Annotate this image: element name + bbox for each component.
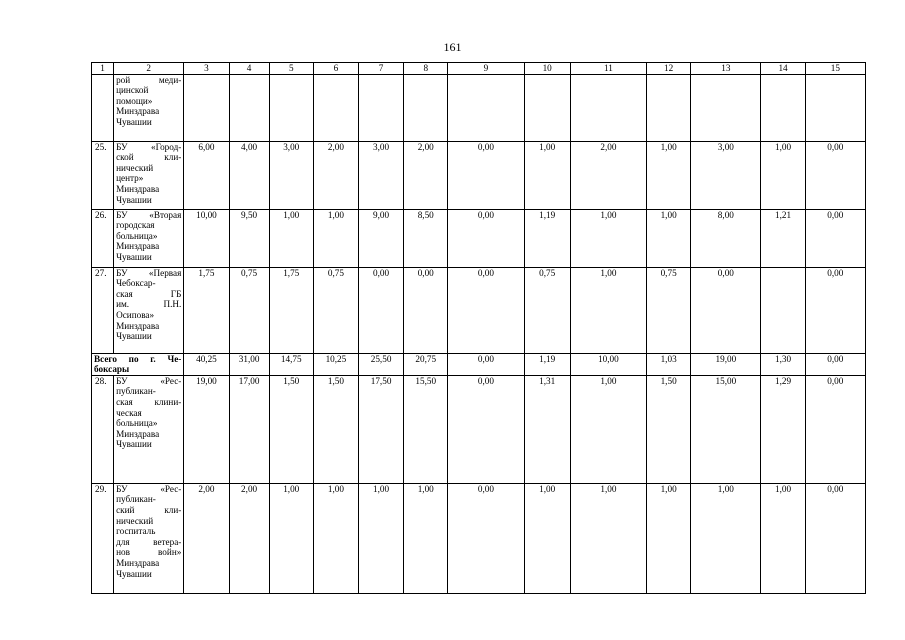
cell-value	[524, 74, 570, 141]
cell-value: 8,00	[691, 209, 761, 267]
cell-value: 0,00	[805, 375, 865, 483]
cell-value: 1,00	[269, 209, 313, 267]
cell-value: 1,00	[404, 483, 448, 593]
cell-value: 17,50	[358, 375, 403, 483]
cell-value: 1,50	[647, 375, 691, 483]
row-number: 26.	[92, 209, 114, 267]
cell-value: 1,00	[647, 209, 691, 267]
cell-value: 8,50	[404, 209, 448, 267]
cell-value	[647, 74, 691, 141]
row-label-line: больница»	[116, 230, 158, 241]
row-label-line: нический	[116, 162, 154, 173]
cell-value: 1,50	[313, 375, 358, 483]
column-header: 4	[229, 63, 269, 75]
cell-value: 0,00	[448, 375, 524, 483]
row-label-line: БУ «Рес-	[116, 375, 182, 386]
row-label-line: Осипова»	[116, 309, 155, 320]
cell-value: 20,75	[404, 353, 448, 375]
cell-value: 1,00	[570, 209, 646, 267]
row-label-line: рой меди-	[116, 74, 182, 85]
column-header: 13	[691, 63, 761, 75]
cell-value: 31,00	[229, 353, 269, 375]
row-label-line: Минздрава	[116, 428, 160, 439]
column-header: 5	[269, 63, 313, 75]
cell-value: 1,75	[269, 267, 313, 353]
row-label-line: цинской	[116, 85, 149, 96]
cell-value: 1,00	[313, 209, 358, 267]
cell-value: 17,00	[229, 375, 269, 483]
cell-value: 1,75	[184, 267, 229, 353]
row-number: 25.	[92, 141, 114, 209]
cell-value: 0,75	[647, 267, 691, 353]
row-label-line: для ветера-	[116, 536, 182, 547]
cell-value: 4,00	[229, 141, 269, 209]
cell-value: 1,00	[647, 141, 691, 209]
row-number: 27.	[92, 267, 114, 353]
cell-value	[805, 74, 865, 141]
cell-value: 0,75	[313, 267, 358, 353]
row-label-line: ческая	[116, 407, 142, 418]
row-label-line: Всего по г. Че-	[94, 353, 182, 364]
cell-value: 2,00	[229, 483, 269, 593]
column-header: 14	[761, 63, 805, 75]
cell-value	[229, 74, 269, 141]
cell-value	[269, 74, 313, 141]
cell-value: 0,00	[448, 209, 524, 267]
row-label-line: Чувашии	[116, 116, 152, 127]
cell-value: 10,00	[570, 353, 646, 375]
cell-value: 1,00	[761, 141, 805, 209]
cell-value: 1,03	[647, 353, 691, 375]
data-table	[91, 62, 866, 594]
cell-value: 0,00	[448, 141, 524, 209]
cell-value: 2,00	[404, 141, 448, 209]
cell-value: 1,00	[570, 375, 646, 483]
row-number	[92, 74, 114, 141]
row-label-line: Чебоксар-	[116, 278, 156, 289]
row-label	[114, 141, 184, 209]
cell-value: 1,19	[524, 353, 570, 375]
cell-value	[313, 74, 358, 141]
cell-value: 1,00	[761, 483, 805, 593]
table-row	[92, 141, 866, 209]
column-header: 9	[448, 63, 524, 75]
cell-value: 0,00	[805, 483, 865, 593]
table-row	[92, 267, 866, 353]
cell-value: 1,00	[313, 483, 358, 593]
cell-value: 0,00	[358, 267, 403, 353]
cell-value: 1,00	[524, 483, 570, 593]
cell-value: 2,00	[313, 141, 358, 209]
column-header: 12	[647, 63, 691, 75]
cell-value: 1,00	[570, 267, 646, 353]
row-label-line: Минздрава	[116, 320, 160, 331]
cell-value: 1,00	[358, 483, 403, 593]
cell-value: 0,00	[805, 141, 865, 209]
cell-value: 15,00	[691, 375, 761, 483]
row-label-line: Минздрава	[116, 241, 160, 252]
cell-value: 1,00	[524, 141, 570, 209]
row-label-line: им. П.Н.	[116, 299, 182, 310]
row-label-line: ская ГБ	[116, 288, 182, 299]
cell-value	[184, 74, 229, 141]
cell-value: 6,00	[184, 141, 229, 209]
cell-value: 3,00	[358, 141, 403, 209]
table-row	[92, 483, 866, 593]
cell-value	[448, 74, 524, 141]
row-label-line: боксары	[94, 364, 130, 375]
row-label-line: центр»	[116, 173, 144, 184]
cell-value: 0,00	[805, 353, 865, 375]
row-label-line: публикан-	[116, 494, 156, 505]
row-label	[114, 209, 184, 267]
cell-value: 40,25	[184, 353, 229, 375]
column-header: 6	[313, 63, 358, 75]
row-label-line: городская	[116, 220, 155, 231]
row-label-line: помощи»	[116, 95, 153, 106]
cell-value: 2,00	[570, 141, 646, 209]
cell-value: 0,75	[524, 267, 570, 353]
row-label-line: Минздрава	[116, 106, 160, 117]
cell-value: 2,00	[184, 483, 229, 593]
row-label-line: нический	[116, 515, 154, 526]
row-label-line: Чувашии	[116, 568, 152, 579]
row-label-line: БУ «Рес-	[116, 483, 182, 494]
column-header: 2	[114, 63, 184, 75]
cell-value: 1,31	[524, 375, 570, 483]
cell-value: 3,00	[691, 141, 761, 209]
cell-value: 0,00	[404, 267, 448, 353]
page-number: 161	[443, 40, 462, 54]
row-label-line: БУ «Город-	[116, 141, 182, 152]
cell-value: 10,25	[313, 353, 358, 375]
column-header: 8	[404, 63, 448, 75]
cell-value: 1,21	[761, 209, 805, 267]
row-label-line: Минздрава	[116, 183, 160, 194]
column-header: 3	[184, 63, 229, 75]
total-row	[92, 353, 866, 375]
cell-value: 1,50	[269, 375, 313, 483]
cell-value: 0,75	[229, 267, 269, 353]
cell-value	[761, 267, 805, 353]
row-label-line: ской кли-	[116, 152, 182, 163]
row-label	[114, 375, 184, 483]
cell-value: 1,30	[761, 353, 805, 375]
cell-value: 1,00	[570, 483, 646, 593]
row-label-line: ская клини-	[116, 396, 182, 407]
cell-value	[404, 74, 448, 141]
column-header: 15	[805, 63, 865, 75]
column-header: 10	[524, 63, 570, 75]
table-row	[92, 74, 866, 141]
row-label-line: публикан-	[116, 386, 156, 397]
cell-value: 0,00	[448, 483, 524, 593]
cell-value: 0,00	[448, 267, 524, 353]
cell-value: 19,00	[184, 375, 229, 483]
cell-value: 10,00	[184, 209, 229, 267]
row-label-line: больница»	[116, 418, 158, 429]
row-label	[92, 353, 184, 375]
row-label-line: Чувашии	[116, 331, 152, 342]
cell-value	[691, 74, 761, 141]
row-label-line: Чувашии	[116, 439, 152, 450]
cell-value: 0,00	[448, 353, 524, 375]
header-row	[92, 63, 866, 75]
cell-value: 9,50	[229, 209, 269, 267]
row-label-line: БУ «Первая	[116, 267, 182, 278]
row-number: 28.	[92, 375, 114, 483]
cell-value: 19,00	[691, 353, 761, 375]
cell-value: 0,00	[691, 267, 761, 353]
cell-value: 15,50	[404, 375, 448, 483]
row-label	[114, 267, 184, 353]
cell-value: 1,00	[647, 483, 691, 593]
column-header: 11	[570, 63, 646, 75]
cell-value: 1,00	[691, 483, 761, 593]
row-label-line: БУ «Вторая	[116, 209, 182, 220]
row-label	[114, 483, 184, 593]
cell-value	[761, 74, 805, 141]
cell-value	[358, 74, 403, 141]
table-row	[92, 375, 866, 483]
cell-value: 1,29	[761, 375, 805, 483]
column-header: 1	[92, 63, 114, 75]
row-label	[114, 74, 184, 141]
row-label-line: Чувашии	[116, 251, 152, 262]
column-header: 7	[358, 63, 403, 75]
table-row	[92, 209, 866, 267]
row-label-line: Чувашии	[116, 194, 152, 205]
row-label-line: ский кли-	[116, 504, 182, 515]
row-number: 29.	[92, 483, 114, 593]
cell-value: 0,00	[805, 209, 865, 267]
row-label-line: нов войн»	[116, 547, 182, 558]
row-label-line: госпиталь	[116, 526, 156, 537]
cell-value: 25,50	[358, 353, 403, 375]
cell-value: 0,00	[805, 267, 865, 353]
cell-value	[570, 74, 646, 141]
row-label-line: Минздрава	[116, 557, 160, 568]
cell-value: 9,00	[358, 209, 403, 267]
cell-value: 3,00	[269, 141, 313, 209]
cell-value: 14,75	[269, 353, 313, 375]
cell-value: 1,19	[524, 209, 570, 267]
cell-value: 1,00	[269, 483, 313, 593]
